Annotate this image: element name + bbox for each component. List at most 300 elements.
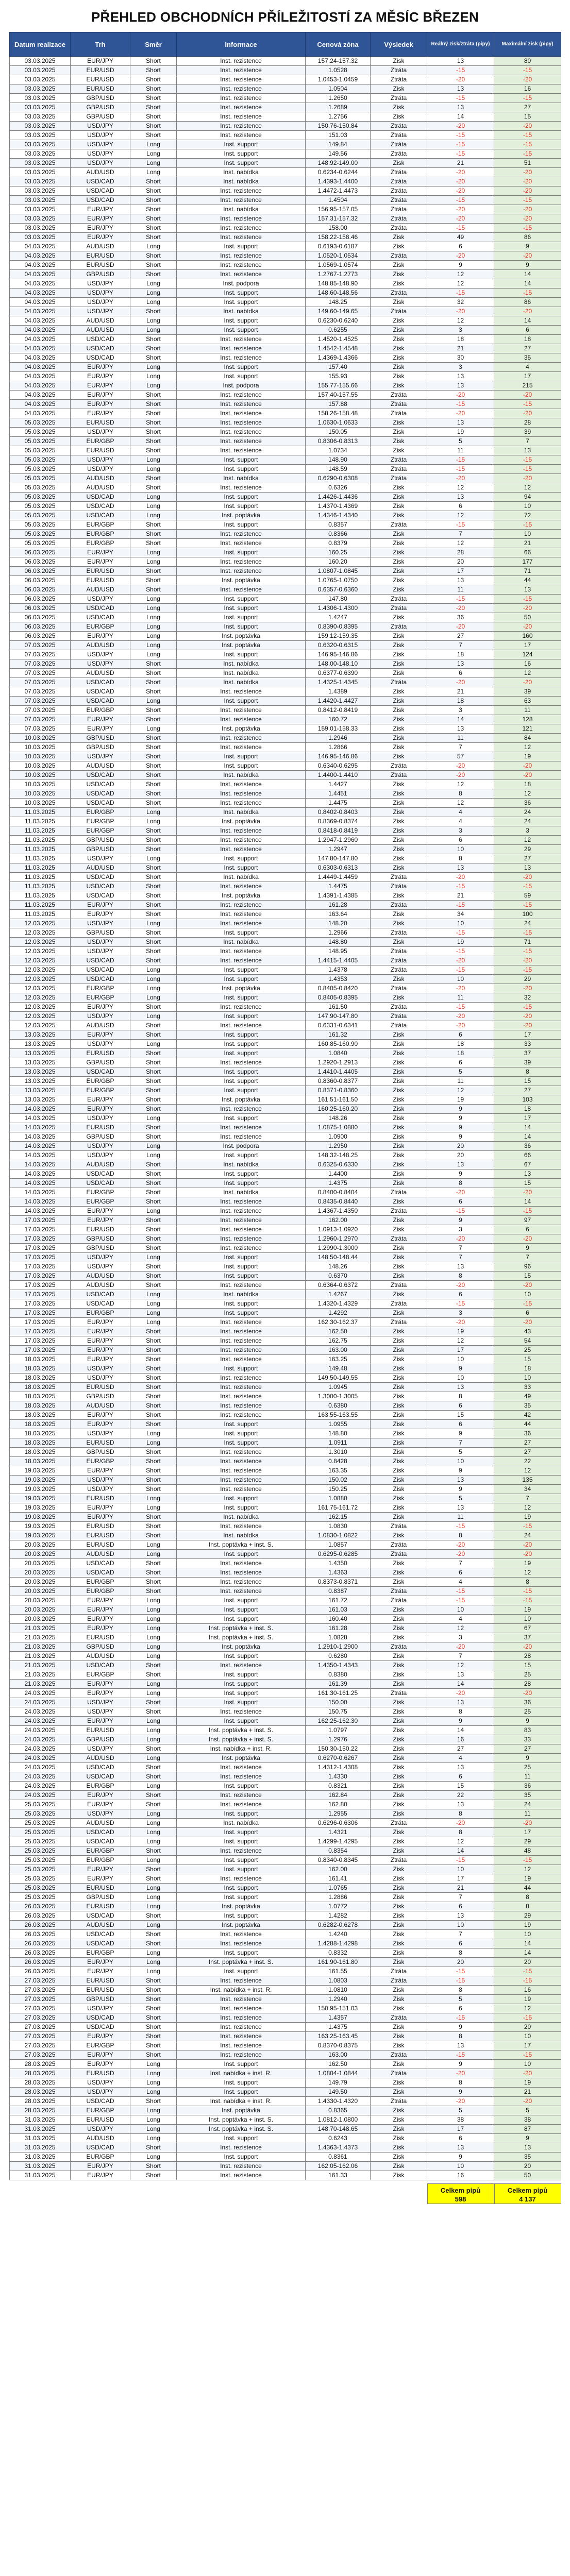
cell-cenova-zona: 158.00 [306, 224, 371, 233]
cell-informace: Inst. nabídka + inst. R. [177, 1986, 306, 1995]
cell-datum: 28.03.2025 [10, 2097, 71, 2106]
cell-trh: EUR/JPY [71, 1327, 130, 1336]
cell-cenova-zona: 1.2866 [306, 743, 371, 752]
cell-smer: Short [130, 233, 177, 242]
cell-cenova-zona: 1.4312-1.4308 [306, 1763, 371, 1772]
table-row [10, 2013, 561, 2023]
cell-datum: 13.03.2025 [10, 1049, 71, 1058]
cell-trh: EUR/JPY [71, 205, 130, 214]
cell-smer: Short [130, 1030, 177, 1040]
cell-vysledek: Zisk [371, 1411, 427, 1420]
cell-max-zisk: -15 [494, 901, 561, 910]
cell-cenova-zona: 1.4391-1.4385 [306, 891, 371, 901]
cell-vysledek: Zisk [371, 363, 427, 372]
cell-informace: Inst. rezistence [177, 2004, 306, 2013]
cell-informace: Inst. poptávka [177, 817, 306, 826]
cell-smer: Short [130, 1744, 177, 1754]
cell-max-zisk: 9 [494, 261, 561, 270]
cell-trh: EUR/GBP [71, 706, 130, 715]
cell-vysledek: Zisk [371, 1930, 427, 1939]
cell-trh: EUR/JPY [71, 1615, 130, 1624]
cell-cenova-zona: 160.40 [306, 1615, 371, 1624]
cell-datum: 24.03.2025 [10, 1689, 71, 1698]
table-row [10, 94, 561, 103]
table-row [10, 2060, 561, 2069]
table-row [10, 1160, 561, 1170]
cell-smer: Short [130, 400, 177, 409]
cell-smer: Short [130, 335, 177, 344]
cell-informace: Inst. support [177, 363, 306, 372]
cell-cenova-zona: 1.4367-1.4350 [306, 1207, 371, 1216]
cell-informace: Inst. poptávka [177, 1902, 306, 1911]
cell-smer: Short [130, 882, 177, 891]
cell-cenova-zona: 1.0765-1.0750 [306, 576, 371, 585]
cell-max-zisk: -20 [494, 956, 561, 965]
cell-smer: Short [130, 261, 177, 270]
cell-informace: Inst. rezistence [177, 530, 306, 539]
table-row [10, 919, 561, 928]
cell-datum: 05.03.2025 [10, 428, 71, 437]
table-row [10, 743, 561, 752]
cell-max-zisk: 29 [494, 975, 561, 984]
cell-datum: 28.03.2025 [10, 2060, 71, 2069]
cell-realny-zisk: 13 [427, 1262, 494, 1272]
cell-realny-zisk: 13 [427, 103, 494, 112]
cell-max-zisk: 121 [494, 724, 561, 734]
cell-trh: EUR/JPY [71, 1003, 130, 1012]
cell-trh: USD/JPY [71, 1485, 130, 1494]
cell-datum: 04.03.2025 [10, 353, 71, 363]
cell-trh: EUR/GBP [71, 1309, 130, 1318]
cell-informace: Inst. rezistence [177, 1234, 306, 1244]
cell-smer: Short [130, 1188, 177, 1197]
cell-vysledek: Zisk [371, 2162, 427, 2171]
cell-cenova-zona: 0.8357 [306, 520, 371, 530]
cell-datum: 12.03.2025 [10, 956, 71, 965]
cell-informace: Inst. support [177, 465, 306, 474]
table-row [10, 1299, 561, 1309]
cell-smer: Long [130, 1318, 177, 1327]
cell-informace: Inst. nabídka [177, 873, 306, 882]
cell-realny-zisk: 6 [427, 1939, 494, 1948]
cell-vysledek: Ztráta [371, 984, 427, 993]
cell-cenova-zona: 1.4321 [306, 1828, 371, 1837]
cell-datum: 03.03.2025 [10, 112, 71, 122]
cell-vysledek: Zisk [371, 1624, 427, 1633]
cell-informace: Inst. nabídka [177, 1188, 306, 1197]
cell-realny-zisk: -20 [427, 1021, 494, 1030]
cell-informace: Inst. rezistence [177, 1216, 306, 1225]
table-row [10, 1058, 561, 1067]
cell-datum: 10.03.2025 [10, 771, 71, 780]
cell-informace: Inst. nabídka + inst. R. [177, 2097, 306, 2106]
cell-datum: 14.03.2025 [10, 1114, 71, 1123]
cell-datum: 17.03.2025 [10, 1327, 71, 1336]
table-row [10, 159, 561, 168]
cell-realny-zisk: 14 [427, 112, 494, 122]
table-body [10, 57, 561, 2180]
cell-max-zisk: 13 [494, 2143, 561, 2153]
cell-vysledek: Zisk [371, 2171, 427, 2180]
cell-trh: EUR/GBP [71, 1846, 130, 1856]
cell-informace: Inst. support [177, 2088, 306, 2097]
cell-realny-zisk: 9 [427, 1114, 494, 1123]
cell-datum: 25.03.2025 [10, 1865, 71, 1874]
cell-cenova-zona: 0.8306-0.8313 [306, 437, 371, 446]
cell-cenova-zona: 148.20 [306, 919, 371, 928]
cell-informace: Inst. support [177, 1856, 306, 1865]
cell-informace: Inst. rezistence [177, 66, 306, 75]
cell-datum: 21.03.2025 [10, 1680, 71, 1689]
cell-datum: 17.03.2025 [10, 1253, 71, 1262]
cell-vysledek: Zisk [371, 1754, 427, 1763]
cell-cenova-zona: 1.4426-1.4436 [306, 493, 371, 502]
cell-cenova-zona: 1.2947 [306, 845, 371, 854]
cell-vysledek: Ztráta [371, 168, 427, 177]
cell-cenova-zona: 1.3000-1.3005 [306, 1392, 371, 1401]
cell-datum: 19.03.2025 [10, 1503, 71, 1513]
cell-datum: 03.03.2025 [10, 149, 71, 159]
cell-smer: Long [130, 298, 177, 307]
cell-trh: USD/JPY [71, 947, 130, 956]
table-row [10, 706, 561, 715]
cell-informace: Inst. poptávka [177, 984, 306, 993]
cell-informace: Inst. support [177, 1865, 306, 1874]
table-row [10, 2171, 561, 2180]
cell-realny-zisk: -20 [427, 1689, 494, 1698]
table-row [10, 1911, 561, 1921]
cell-realny-zisk: 57 [427, 752, 494, 761]
cell-informace: Inst. rezistence [177, 1485, 306, 1494]
cell-smer: Short [130, 428, 177, 437]
cell-max-zisk: 37 [494, 1633, 561, 1642]
cell-smer: Short [130, 446, 177, 455]
cell-informace: Inst. support [177, 993, 306, 1003]
cell-realny-zisk: 22 [427, 1791, 494, 1800]
cell-realny-zisk: 9 [427, 1429, 494, 1438]
cell-informace: Inst. poptávka + inst. S. [177, 1726, 306, 1735]
cell-datum: 24.03.2025 [10, 1744, 71, 1754]
cell-smer: Long [130, 1253, 177, 1262]
cell-informace: Inst. rezistence [177, 567, 306, 576]
cell-vysledek: Zisk [371, 1578, 427, 1587]
cell-max-zisk: 124 [494, 650, 561, 659]
cell-datum: 14.03.2025 [10, 1151, 71, 1160]
cell-cenova-zona: 1.4504 [306, 196, 371, 205]
cell-smer: Long [130, 1429, 177, 1438]
table-row [10, 483, 561, 493]
cell-smer: Short [130, 57, 177, 66]
cell-realny-zisk: -20 [427, 956, 494, 965]
cell-trh: GBP/USD [71, 836, 130, 845]
cell-datum: 24.03.2025 [10, 1735, 71, 1744]
cell-max-zisk: -15 [494, 149, 561, 159]
cell-cenova-zona: 161.90-161.80 [306, 1958, 371, 1967]
cell-max-zisk: 100 [494, 910, 561, 919]
table-row [10, 1828, 561, 1837]
cell-max-zisk: 94 [494, 493, 561, 502]
cell-cenova-zona: 1.0804-1.0844 [306, 2069, 371, 2078]
cell-cenova-zona: 0.8321 [306, 1782, 371, 1791]
cell-max-zisk: 11 [494, 1772, 561, 1782]
cell-max-zisk: -20 [494, 391, 561, 400]
cell-datum: 17.03.2025 [10, 1336, 71, 1346]
cell-realny-zisk: -15 [427, 928, 494, 938]
cell-vysledek: Ztráta [371, 140, 427, 149]
opportunities-table [9, 32, 561, 2180]
cell-realny-zisk: 10 [427, 1374, 494, 1383]
cell-datum: 18.03.2025 [10, 1457, 71, 1466]
table-row [10, 1290, 561, 1299]
cell-datum: 03.03.2025 [10, 196, 71, 205]
cell-max-zisk: 12 [494, 789, 561, 799]
table-row [10, 1188, 561, 1197]
cell-informace: Inst. rezistence [177, 1327, 306, 1336]
cell-vysledek: Zisk [371, 1123, 427, 1132]
cell-realny-zisk: -15 [427, 1299, 494, 1309]
cell-vysledek: Zisk [371, 1392, 427, 1401]
cell-vysledek: Zisk [371, 1086, 427, 1095]
cell-informace: Inst. support [177, 1438, 306, 1448]
cell-datum: 05.03.2025 [10, 474, 71, 483]
cell-realny-zisk: 7 [427, 1244, 494, 1253]
cell-max-zisk: -15 [494, 1003, 561, 1012]
cell-smer: Short [130, 678, 177, 687]
cell-informace: Inst. nabídka [177, 205, 306, 214]
cell-smer: Short [130, 196, 177, 205]
table-row [10, 1346, 561, 1355]
cell-informace: Inst. support [177, 140, 306, 149]
cell-informace: Inst. rezistence [177, 84, 306, 94]
cell-realny-zisk: 11 [427, 993, 494, 1003]
cell-smer: Short [130, 1986, 177, 1995]
cell-informace: Inst. poptávka + inst. S. [177, 2125, 306, 2134]
cell-cenova-zona: 0.8360-0.8377 [306, 1077, 371, 1086]
cell-smer: Short [130, 2041, 177, 2050]
cell-max-zisk: -20 [494, 1689, 561, 1698]
table-row [10, 1364, 561, 1374]
cell-vysledek: Zisk [371, 1717, 427, 1726]
cell-smer: Long [130, 279, 177, 289]
cell-vysledek: Zisk [371, 2004, 427, 2013]
cell-trh: USD/JPY [71, 289, 130, 298]
cell-vysledek: Zisk [371, 483, 427, 493]
cell-max-zisk: 25 [494, 1707, 561, 1717]
cell-cenova-zona: 1.4389 [306, 687, 371, 697]
cell-informace: Inst. rezistence [177, 1791, 306, 1800]
cell-smer: Short [130, 1392, 177, 1401]
cell-trh: EUR/JPY [71, 1958, 130, 1967]
cell-datum: 24.03.2025 [10, 1717, 71, 1726]
cell-datum: 07.03.2025 [10, 706, 71, 715]
cell-datum: 11.03.2025 [10, 910, 71, 919]
cell-datum: 27.03.2025 [10, 2004, 71, 2013]
cell-informace: Inst. rezistence [177, 734, 306, 743]
cell-trh: EUR/JPY [71, 409, 130, 418]
cell-cenova-zona: 155.77-155.66 [306, 381, 371, 391]
cell-vysledek: Zisk [371, 734, 427, 743]
cell-max-zisk: 10 [494, 502, 561, 511]
cell-trh: EUR/USD [71, 66, 130, 75]
cell-vysledek: Zisk [371, 502, 427, 511]
cell-datum: 18.03.2025 [10, 1420, 71, 1429]
table-row [10, 1355, 561, 1364]
cell-vysledek: Zisk [371, 159, 427, 168]
cell-trh: USD/CAD [71, 177, 130, 187]
cell-datum: 24.03.2025 [10, 1754, 71, 1763]
cell-smer: Short [130, 799, 177, 808]
cell-informace: Inst. rezistence [177, 1995, 306, 2004]
cell-cenova-zona: 0.8380 [306, 1670, 371, 1680]
cell-realny-zisk: 9 [427, 1216, 494, 1225]
cell-realny-zisk: -15 [427, 196, 494, 205]
cell-smer: Short [130, 131, 177, 140]
cell-max-zisk: -15 [494, 224, 561, 233]
table-row [10, 1318, 561, 1327]
cell-trh: EUR/JPY [71, 1513, 130, 1522]
table-row [10, 613, 561, 622]
cell-cenova-zona: 157.88 [306, 400, 371, 409]
cell-max-zisk: -15 [494, 1596, 561, 1605]
cell-max-zisk: 215 [494, 381, 561, 391]
cell-smer: Short [130, 84, 177, 94]
cell-datum: 14.03.2025 [10, 1160, 71, 1170]
cell-smer: Short [130, 344, 177, 353]
cell-vysledek: Zisk [371, 891, 427, 901]
cell-smer: Long [130, 465, 177, 474]
cell-informace: Inst. rezistence [177, 1207, 306, 1216]
cell-trh: EUR/GBP [71, 1197, 130, 1207]
cell-trh: EUR/JPY [71, 1355, 130, 1364]
cell-cenova-zona: 161.28 [306, 1624, 371, 1633]
cell-trh: USD/CAD [71, 502, 130, 511]
cell-realny-zisk: 13 [427, 659, 494, 669]
table-row [10, 196, 561, 205]
cell-datum: 04.03.2025 [10, 307, 71, 316]
cell-informace: Inst. rezistence [177, 437, 306, 446]
cell-datum: 12.03.2025 [10, 947, 71, 956]
cell-informace: Inst. support [177, 372, 306, 381]
cell-max-zisk: -20 [494, 168, 561, 177]
cell-cenova-zona: 1.0807-1.0845 [306, 567, 371, 576]
cell-trh: USD/CAD [71, 2097, 130, 2106]
cell-datum: 12.03.2025 [10, 993, 71, 1003]
cell-cenova-zona: 1.0840 [306, 1049, 371, 1058]
header-max-zisk: Maximální zisk (pipy) [494, 32, 561, 57]
cell-realny-zisk: 16 [427, 2171, 494, 2180]
cell-smer: Long [130, 455, 177, 465]
table-row [10, 2004, 561, 2013]
cell-cenova-zona: 157.31-157.32 [306, 214, 371, 224]
cell-trh: USD/CAD [71, 873, 130, 882]
cell-max-zisk: 33 [494, 1040, 561, 1049]
cell-realny-zisk: 49 [427, 233, 494, 242]
cell-datum: 11.03.2025 [10, 882, 71, 891]
cell-informace: Inst. rezistence [177, 1559, 306, 1568]
cell-realny-zisk: 13 [427, 1383, 494, 1392]
table-row [10, 316, 561, 326]
cell-cenova-zona: 0.8435-0.8440 [306, 1197, 371, 1207]
table-row [10, 678, 561, 687]
cell-vysledek: Zisk [371, 659, 427, 669]
cell-smer: Long [130, 1550, 177, 1559]
cell-datum: 19.03.2025 [10, 1513, 71, 1522]
cell-informace: Inst. support [177, 975, 306, 984]
cell-vysledek: Ztráta [371, 965, 427, 975]
cell-trh: EUR/GBP [71, 2106, 130, 2115]
cell-smer: Short [130, 1865, 177, 1874]
cell-max-zisk: 36 [494, 799, 561, 808]
table-row [10, 1930, 561, 1939]
cell-trh: EUR/GBP [71, 1578, 130, 1587]
table-row [10, 1123, 561, 1132]
cell-datum: 13.03.2025 [10, 1058, 71, 1067]
table-row [10, 177, 561, 187]
cell-cenova-zona: 1.4415-1.4405 [306, 956, 371, 965]
cell-cenova-zona: 162.05-162.06 [306, 2162, 371, 2171]
cell-realny-zisk: 9 [427, 1105, 494, 1114]
cell-datum: 03.03.2025 [10, 66, 71, 75]
cell-datum: 31.03.2025 [10, 2125, 71, 2134]
cell-cenova-zona: 1.4400-1.4410 [306, 771, 371, 780]
cell-smer: Long [130, 1290, 177, 1299]
cell-max-zisk: 27 [494, 854, 561, 863]
cell-smer: Short [130, 1058, 177, 1067]
cell-cenova-zona: 160.85-160.90 [306, 1040, 371, 1049]
table-row [10, 938, 561, 947]
cell-datum: 31.03.2025 [10, 2153, 71, 2162]
cell-smer: Short [130, 2023, 177, 2032]
cell-datum: 13.03.2025 [10, 1095, 71, 1105]
cell-datum: 25.03.2025 [10, 1856, 71, 1865]
cell-datum: 18.03.2025 [10, 1355, 71, 1364]
total-max-pips-label: Celkem pipů [507, 2187, 548, 2194]
cell-trh: EUR/JPY [71, 1346, 130, 1355]
cell-realny-zisk: 14 [427, 1846, 494, 1856]
cell-cenova-zona: 0.8371-0.8360 [306, 1086, 371, 1095]
cell-informace: Inst. poptávka + inst. S. [177, 1624, 306, 1633]
cell-informace: Inst. support [177, 502, 306, 511]
cell-trh: USD/CAD [71, 1661, 130, 1670]
cell-smer: Short [130, 103, 177, 112]
cell-realny-zisk: 7 [427, 641, 494, 650]
cell-datum: 03.03.2025 [10, 168, 71, 177]
cell-realny-zisk: 19 [427, 938, 494, 947]
cell-max-zisk: 20 [494, 2162, 561, 2171]
cell-smer: Short [130, 1216, 177, 1225]
cell-cenova-zona: 159.01-158.33 [306, 724, 371, 734]
cell-vysledek: Zisk [371, 1272, 427, 1281]
cell-max-zisk: 16 [494, 84, 561, 94]
table-row [10, 2097, 561, 2106]
cell-datum: 04.03.2025 [10, 298, 71, 307]
cell-max-zisk: 66 [494, 1151, 561, 1160]
cell-cenova-zona: 1.4350-1.4343 [306, 1661, 371, 1670]
cell-vysledek: Zisk [371, 808, 427, 817]
cell-smer: Long [130, 1809, 177, 1819]
table-row [10, 1744, 561, 1754]
cell-max-zisk: 54 [494, 1336, 561, 1346]
cell-smer: Long [130, 1884, 177, 1893]
table-row [10, 928, 561, 938]
cell-trh: AUD/USD [71, 1401, 130, 1411]
cell-informace: Inst. support [177, 697, 306, 706]
cell-trh: USD/CAD [71, 2143, 130, 2153]
cell-max-zisk: -20 [494, 2069, 561, 2078]
cell-realny-zisk: 7 [427, 530, 494, 539]
cell-smer: Short [130, 122, 177, 131]
cell-realny-zisk: -15 [427, 455, 494, 465]
